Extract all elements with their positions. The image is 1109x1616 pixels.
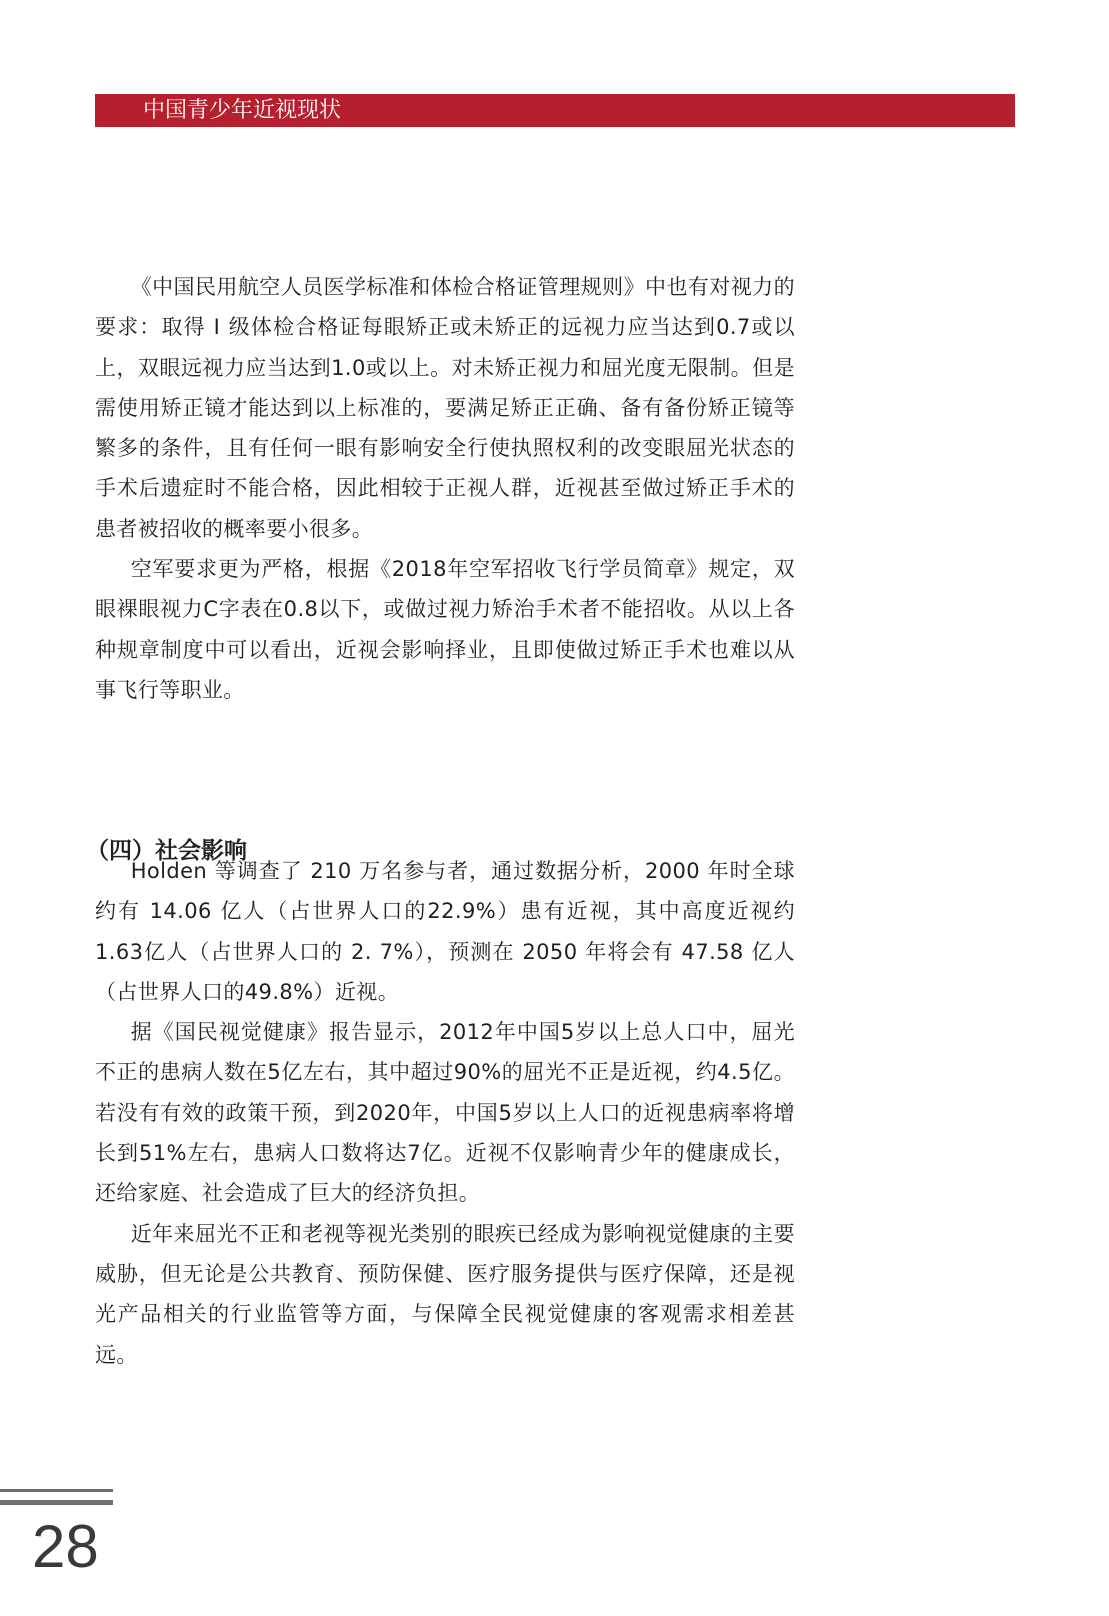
section-top: [95, 267, 795, 710]
paragraph-holden-study: Holden 等调查了 210 万名参与者，通过数据分析，2000 年时全球约有 14.06 亿人（占世界人口的22.9%）患有近视，其中高度近视约1.63亿人（占世界人口的 2. 7%），预测在 2050 年将会有 47.58 亿人（占世界人口的49.8%）近视。: [95, 859, 795, 1004]
paragraph-air-force: 空军要求更为严格，根据《2018年空军招收飞行学员简章》规定，双眼裸眼视力C字表在0.8以下，或做过视力矫治手术者不能招收。从以上各种规章制度中可以看出，近视会影响择业，且即使做过矫正手术也难以从事飞行等职业。: [95, 557, 795, 702]
paragraph-national-report: 据《国民视觉健康》报告显示，2012年中国5岁以上总人口中，屈光不正的患病人数在5亿左右，其中超过90%的屈光不正是近视，约4.5亿。若没有有效的政策干预，到2020年，中国5岁以上人口的近视患病率将增长到51%左右，患病人口数将达7亿。近视不仅影响青少年的健康成长，还给家庭、社会造成了巨大的经济负担。: [95, 1020, 795, 1206]
paragraph-aviation-standards: 《中国民用航空人员医学标准和体检合格证管理规则》中也有对视力的要求：取得 Ⅰ 级体检合格证每眼矫正或未矫正的远视力应当达到0.7或以上，双眼远视力应当达到1.0或以上。对未矫正视力和屈光度无限制。但是需使用矫正镜才能达到以上标准的，要满足矫正正确、备有备份矫正镜等繁多的条件，且有任何一眼有影响安全行使执照权利的改变眼屈光状态的手术后遗症时不能合格，因此相较于正视人群，近视甚至做过矫正手术的患者被招收的概率要小很多。: [95, 275, 795, 541]
footer-rule-top: [0, 1489, 113, 1492]
section-social-impact: [95, 851, 795, 1375]
header-bar: [95, 94, 1015, 127]
page-number: 28: [32, 1513, 99, 1580]
paragraph-recent-years: 近年来屈光不正和老视等视光类别的眼疾已经成为影响视觉健康的主要威胁，但无论是公共教育、预防保健、医疗服务提供与医疗保障，还是视光产品相关的行业监管等方面，与保障全民视觉健康的客观需求相差甚远。: [95, 1221, 795, 1367]
footer-rule-bottom: [0, 1500, 113, 1505]
section-heading: （四）社会影响: [86, 838, 247, 864]
header-title: 中国青少年近视现状: [143, 98, 342, 123]
